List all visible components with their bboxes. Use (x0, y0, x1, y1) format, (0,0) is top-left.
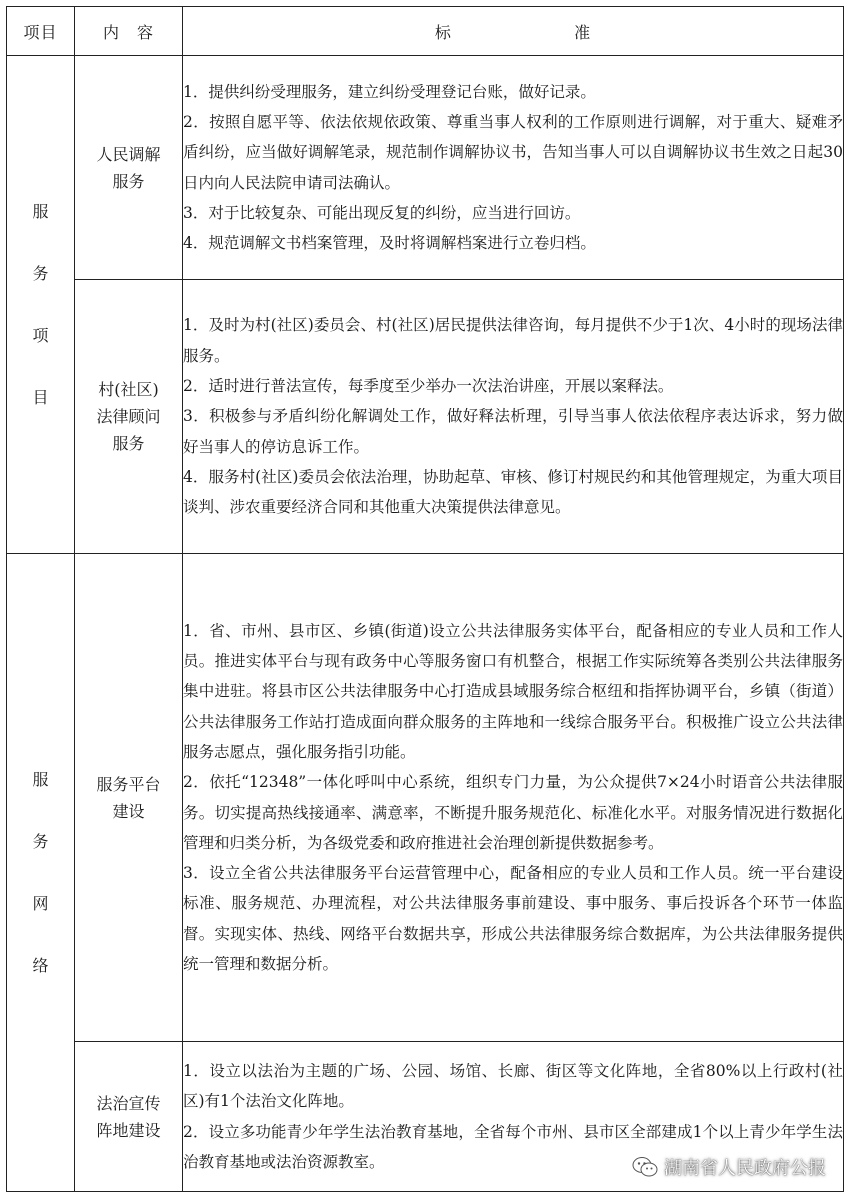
standard-item: 3．设立全省公共法律服务平台运营管理中心，配备相应的专业人员和工作人员。统一平台建设标准、服务规范、办理流程，对公共法律服务事前建设、事中服务、事后投诉各个环节一体监督。实现实体、热线、网络平台数据共享，形成公共法律服务综合数据库，为公共法律服务提供统一管理和数据分析。 (183, 864, 843, 973)
standard-item: 1．省、市州、县市区、乡镇(街道)设立公共法律服务实体平台，配备相应的专业人员和工作人员。推进实体平台与现有政务中心等服务窗口有机整合，根据工作实际统筹各类别公共法律服务集中进驻。将县市区公共法律服务中心打造成县域服务综合枢纽和指挥协调平台，乡镇（街道）公共法律服务工作站打造成面向群众服务的主阵地和一线综合服务平台。积极推广设立公共法律服务志愿点，强化服务指引功能。 (183, 621, 843, 761)
standard-item: 4．规范调解文书档案管理，及时将调解档案进行立卷归档。 (183, 234, 596, 253)
content-cell (75, 56, 183, 280)
category-char: 络 (32, 955, 49, 975)
standard-item: 2．适时进行普法宣传，每季度至少举办一次法治讲座，开展以案释法。 (183, 377, 674, 396)
table-row (7, 280, 844, 554)
header-item-label: 项目 (23, 22, 58, 42)
content-line: 人民调解 (96, 144, 161, 164)
standard-cell (183, 280, 844, 554)
standard-cell (183, 56, 844, 280)
header-standard-right: 准 (574, 22, 592, 42)
content-line: 服务平台 (96, 774, 161, 794)
header-content (75, 7, 183, 56)
content-line: 建设 (112, 801, 145, 821)
standard-item: 3．积极参与矛盾纠纷化解调处工作，做好释法析理，引导当事人依法依程序表达诉求，努力做好当事人的停访息诉工作。 (183, 407, 843, 456)
standard-item: 1．及时为村(社区)委员会、村(社区)居民提供法律咨询，每月提供不少于1次、4小时的现场法律服务。 (183, 316, 843, 365)
content-line: 服务 (112, 434, 145, 453)
table-row (7, 554, 844, 1042)
standard-item: 1．提供纠纷受理服务，建立纠纷受理登记台账，做好记录。 (183, 82, 596, 101)
standard-item: 3．对于比较复杂、可能出现反复的纠纷，应当进行回访。 (183, 203, 581, 222)
watermark (632, 1154, 826, 1180)
category-char: 目 (32, 387, 49, 407)
category-service-items (7, 56, 75, 554)
content-line: 村(社区) (98, 380, 159, 399)
standard-item: 2．依托“12348”一体化呼叫中心系统，组织专门力量，为公众提供7×24小时语音公共法律服务。切实提高热线接通率、满意率，不断提升服务规范化、标准化水平。对服务情况进行数据化管理和归类分析，为各级党委和政府推进社会治理创新提供数据参考。 (183, 773, 843, 852)
category-char: 网 (32, 893, 49, 913)
content-line: 法律顾问 (96, 407, 161, 426)
category-char: 服 (32, 201, 49, 221)
watermark-text: 湖南省人民政府公报 (664, 1158, 826, 1179)
content-line: 阵地建设 (96, 1120, 161, 1140)
header-standard-left: 标 (434, 22, 452, 42)
content-line: 服务 (112, 171, 145, 191)
standard-cell (183, 554, 844, 1042)
content-cell (75, 1042, 183, 1192)
standard-item: 4．服务村(社区)委员会依法治理，协助起草、审核、修订村规民约和其他管理规定，为重大项目谈判、涉农重要经济合同和其他重大决策提供法律意见。 (183, 467, 843, 517)
header-content-label: 内 容 (102, 22, 154, 42)
standard-item: 2．设立多功能青少年学生法治教育基地，全省每个市州、县市区全部建成1个以上青少年学生法治教育基地或法治资源教室。 (183, 1122, 843, 1171)
table-row (7, 56, 844, 280)
category-char: 项 (32, 325, 49, 345)
wechat-icon (632, 1156, 658, 1178)
category-char: 务 (32, 263, 49, 283)
standard-item: 2．按照自愿平等、依法依规依政策、尊重当事人权利的工作原则进行调解，对于重大、疑难矛盾纠纷，应当做好调解笔录，规范制作调解协议书，告知当事人可以自调解协议书生效之日起30日内向人民法院申请司法确认。 (183, 112, 843, 192)
table-header-row (7, 7, 844, 56)
category-char: 务 (32, 831, 49, 851)
content-line: 法治宣传 (96, 1093, 161, 1113)
standards-table (6, 6, 844, 1192)
content-cell (75, 554, 183, 1042)
header-item (7, 7, 75, 56)
category-char: 服 (32, 769, 49, 789)
category-service-network (7, 554, 75, 1192)
content-cell (75, 280, 183, 554)
standard-item: 1．设立以法治为主题的广场、公园、场馆、长廊、街区等文化阵地，全省80%以上行政村(社区)有1个法治文化阵地。 (183, 1061, 843, 1111)
header-standard (183, 7, 844, 56)
